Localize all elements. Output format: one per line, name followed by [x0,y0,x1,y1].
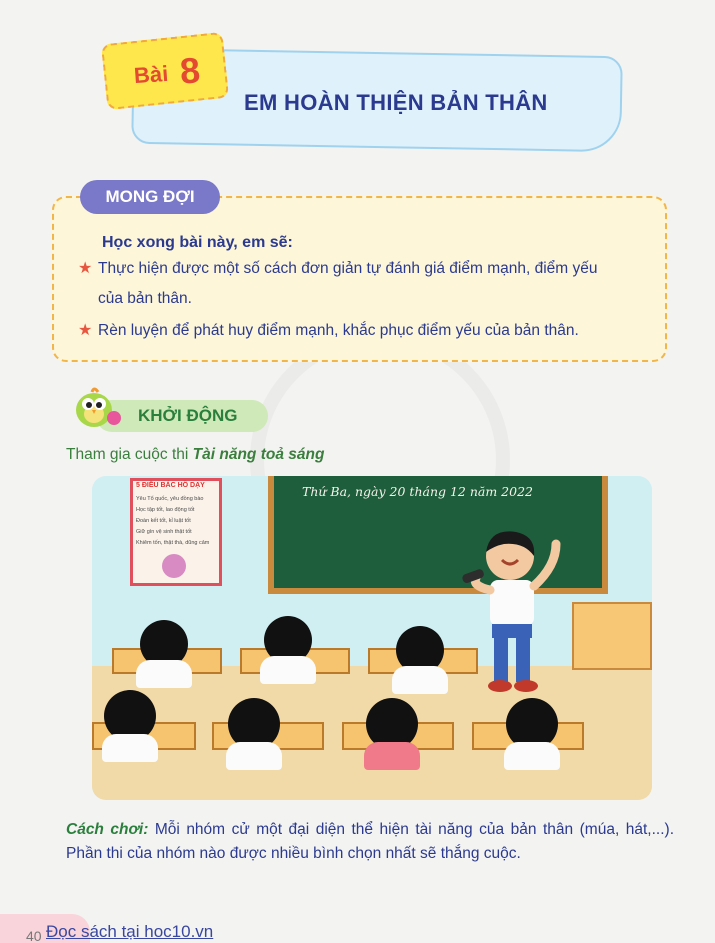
warmup-description [66,446,324,464]
poster-line: Học tập tốt, lao động tốt [136,507,195,513]
expectation-item-continued [78,284,658,314]
expectation-text: Rèn luyện để phát huy điểm mạnh, khắc phục điểm yếu của bản thân. [98,322,579,339]
lesson-title: EM HOÀN THIỆN BẢN THÂN [244,90,548,115]
teacher-desk [572,602,652,670]
bird-mascot-icon [70,384,122,432]
poster-portrait [162,554,186,578]
rules-text: Mỗi nhóm cử một đại diện thể hiện tài năng của bản thân (múa, hát,...). Phần thi của nhóm nào được nhiều bình chọn nhất sẽ thắng cuộc. [66,821,674,862]
poster-line: Khiêm tốn, thật thà, dũng cảm [136,540,210,546]
expectation-item [78,254,658,284]
warmup-desc-prefix: Tham gia cuộc thi [66,446,193,463]
chalkboard-date: Thứ Ba, ngày 20 tháng 12 năm 2022 [302,484,533,499]
star-icon: ★ [78,260,93,277]
poster-line: Yêu Tổ quốc, yêu đồng bào [136,496,204,502]
page-number: 40 [26,928,42,943]
expectation-text: của bản thân. [98,290,192,307]
expectations-tab: MONG ĐỢI [80,180,220,214]
lesson-badge-number: 8 [178,49,202,92]
rules-lead: Cách chơi: [66,821,149,838]
expectations-intro: Học xong bài này, em sẽ: [102,234,293,251]
expectation-text: Thực hiện được một số cách đơn giản tự đánh giá điểm mạnh, điểm yếu [98,260,598,277]
game-rules [66,818,674,866]
poster-line: Đoàn kết tốt, kỉ luật tốt [136,518,191,524]
classroom-illustration [92,476,652,800]
lesson-badge-label: Bài [133,60,170,89]
poster-line: Giữ gìn vệ sinh thật tốt [136,529,192,535]
warmup-label: KHỞI ĐỘNG [138,406,238,425]
warmup-desc-title: Tài năng toả sáng [192,446,325,463]
expectation-item [78,316,658,346]
presenting-student [460,526,570,696]
star-icon: ★ [78,322,93,339]
footer-source-link[interactable]: Đọc sách tại hoc10.vn [46,922,214,941]
poster-title: 5 ĐIỀU BÁC HỒ DẠY [136,482,205,489]
